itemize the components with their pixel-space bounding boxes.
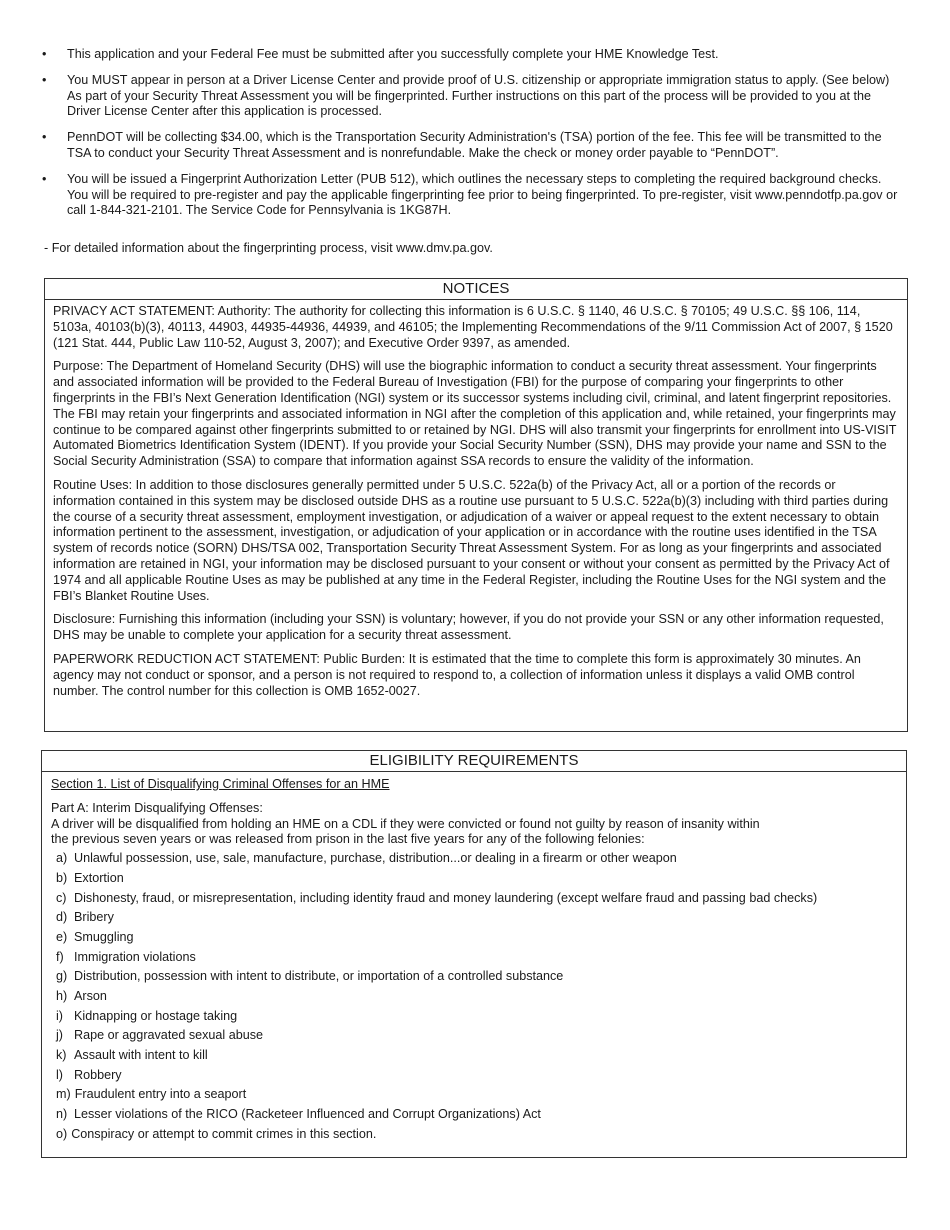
offense-text: Unlawful possession, use, sale, manufacture, purchase, distribution...or dealing in a firearm or other weapon [74,851,677,866]
notices-title: NOTICES [45,279,907,300]
offense-item [56,910,897,930]
part-a-description-line: A driver will be disqualified from holding an HME on a CDL if they were convicted or found not guilty by reason of insanity within [51,816,760,831]
purpose-paragraph: Purpose: The Department of Homeland Security (DHS) will use the biographic information to conduct a security threat assessment. Your fingerprints and associated information will be provided to the Federal Bureau of Investigation (FBI) for the purpose of comparing your fingerprints to other fingerprints in the FBI’s Next Generation Identification (NGI) system or its successor systems including civil, criminal, and latent fingerprint repositories. The FBI may retain your fingerprints and associated information in NGI after the completion of this application and, while retained, your fingerprints may continue to be compared against other fingerprints submitted to or retained by NGI. DHS will also transmit your fingerprints for enrollment into US-VISIT Automated Biometrics Identification System (IDENT). If you provide your Social Security Number (SSN), DHS may provide your name and SSN to the Social Security Administration (SSA) to compare that information against SSA records to ensure the validity of the information. [53,359,897,469]
bullet-icon: • [42,47,47,61]
offense-item [56,1068,897,1088]
instruction-text: PennDOT will be collecting $34.00, which is the Transportation Security Administration's (TSA) portion of the fee. This fee will be transmitted to the TSA to conduct your Security Threat Assessment and is nonrefundable. Make the check or money order payable to “PennDOT”. [67,130,882,160]
offense-letter: c) [56,890,67,905]
offense-text: Conspiracy or attempt to commit crimes in this section. [71,1126,377,1141]
instruction-text: This application and your Federal Fee must be submitted after you successfully complete your HME Knowledge Test. [67,47,719,61]
instructions-list [42,47,902,235]
offense-item [56,851,897,871]
offense-text: Bribery [74,910,114,925]
eligibility-box [41,750,907,1158]
offense-letter: g) [56,969,68,984]
offense-text: Fraudulent entry into a seaport [74,1087,247,1102]
offense-item [56,1009,897,1029]
offense-letter: e) [56,929,68,944]
bullet-icon: • [42,72,47,87]
offense-letter: k) [56,1048,67,1063]
eligibility-title: ELIGIBILITY REQUIREMENTS [42,751,906,772]
offense-text: Arson [74,989,107,1003]
offense-text: Lesser violations of the RICO (Racketeer Influenced and Corrupt Organizations) Act [74,1107,541,1122]
offense-item [56,871,897,891]
offense-text: Kidnapping or hostage taking [74,1008,238,1023]
notices-body [45,300,907,699]
offense-text: Immigration violations [74,949,196,964]
offense-letter: d) [56,910,68,925]
fingerprinting-info-line: - For detailed information about the fingerprinting process, visit www.dmv.pa.gov. [44,241,493,255]
offense-item [56,969,897,989]
offense-letter: n) [56,1107,68,1122]
instruction-item [42,130,902,162]
offense-letter: a) [56,851,68,866]
part-a-description-line: the previous seven years or was released from prison in the last five years for any of the following felonies: [51,832,645,847]
offense-item [56,930,897,950]
instruction-text: You will be issued a Fingerprint Authorization Letter (PUB 512), which outlines the necessary steps to completing the required background checks. You will be required to pre-register and pay the applicable fingerprinting fee prior to being fingerprinted. To pre-register, visit www.penndotfp.pa.gov or call 1-844-321-2101. The Service Code for Pennsylvania is 1KG87H. [67,171,898,218]
offense-letter: f) [56,949,64,964]
offense-text: Assault with intent to kill [74,1048,208,1063]
offense-item [56,1107,897,1127]
offense-text: Rape or aggravated sexual abuse [74,1028,264,1043]
offense-text: Extortion [74,870,124,885]
instruction-item [42,172,902,219]
offense-item [56,891,897,911]
offense-item [56,1028,897,1048]
section-heading: Section 1. List of Disqualifying Criminal Offenses for an HME [51,777,390,791]
offense-letter: j) [56,1028,63,1043]
offense-item [56,950,897,970]
offense-item [56,1048,897,1068]
instruction-text: You MUST appear in person at a Driver License Center and provide proof of U.S. citizenship or appropriate immigration status to apply. (See below) As part of your Security Threat Assessment you will be fingerprinted. Further instructions on this part of the process will be provided to you at the Driver License Center after this application is processed. [67,72,890,119]
offense-text: Smuggling [74,929,134,944]
offense-text: Dishonesty, fraud, or misrepresentation, including identity fraud and money laundering (except welfare fraud and passing bad checks) [74,890,818,905]
routine-uses-paragraph: Routine Uses: In addition to those disclosures generally permitted under 5 U.S.C. 522a(b) of the Privacy Act, all or a portion of the records or information contained in this system may be disclosed outside DHS as a routine use pursuant to 5 U.S.C. 522a(b)(3) including with third parties during the course of a security threat assessment, employment investigation, or adjudication of a waiver or appeal request to the extent necessary to obtain information pertinent to the assessment, investigation, or adjudication of your application or in accordance with the routine uses identified in the TSA system of records notice (SORN) DHS/TSA 002, Transportation Security Threat Assessment System. For as long as your fingerprints and associated information are retained in NGI, your information may be disclosed pursuant to your consent or without your consent as permitted by the Privacy Act of 1974 and all applicable Routine Uses as may be published at any time in the Federal Register, including the Routine Uses for the NGI system and the FBI’s Blanket Routine Uses. [53,477,890,603]
instruction-item [42,47,902,63]
bullet-icon: • [42,130,47,145]
offense-item [56,1087,897,1107]
bullet-icon: • [42,171,47,186]
offense-text: Distribution, possession with intent to distribute, or importation of a controlled substance [74,969,564,984]
offense-letter: l) [56,1067,63,1082]
offense-letter: b) [56,870,68,885]
part-a-heading: Part A: Interim Disqualifying Offenses: [51,800,263,815]
offense-item [56,989,897,1009]
offense-letter: h) [56,989,68,1003]
paperwork-reduction-statement: PAPERWORK REDUCTION ACT STATEMENT: Public Burden: It is estimated that the time to complete this form is approximately 30 minutes. An agency may not conduct or sponsor, and a person is not required to respond to, a collection of information unless it displays a valid OMB control number. The control number for this collection is OMB 1652-0027. [53,651,861,698]
offense-item [56,1127,897,1147]
offense-list [51,851,897,1146]
offense-letter: i) [56,1008,63,1023]
disclosure-paragraph: Disclosure: Furnishing this information (including your SSN) is voluntary; however, if you do not provide your SSN or any other information requested, DHS may be unable to complete your application for a security threat assessment. [53,612,884,643]
notices-box [44,278,908,732]
offense-text: Robbery [74,1067,122,1082]
instruction-item [42,73,902,120]
offense-letter: m) [56,1087,71,1102]
offense-letter: o) [56,1126,68,1141]
eligibility-body [42,772,906,1147]
privacy-act-statement: PRIVACY ACT STATEMENT: Authority: The authority for collecting this information is 6 U.S.C. § 1140, 46 U.S.C. § 70105; 49 U.S.C. §§ 106, 114, 5103a, 40103(b)(3), 40113, 44903, 44935-44936, 44939, and 46105; the Implementing Recommendations of the 9/11 Commission Act of 2007, § 1520 (121 Stat. 444, Public Law 110-52, August 3, 2007); and Executive Order 9397, as amended. [53,304,893,350]
